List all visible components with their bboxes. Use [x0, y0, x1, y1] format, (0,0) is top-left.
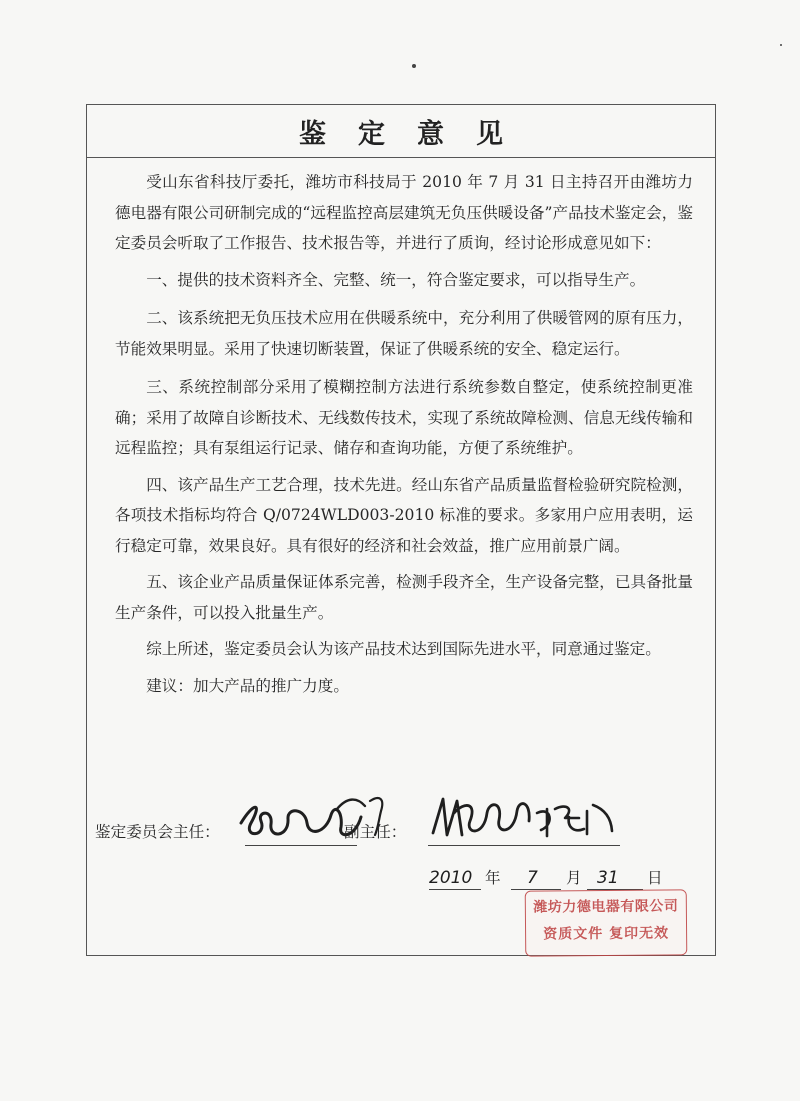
signature-row [95, 817, 705, 857]
document-content [115, 167, 693, 701]
opinion-item-3: 三、系统控制部分采用了模糊控制方法进行系统参数自整定，使系统控制更准确；采用了故障自诊断技术、无线数传技术，实现了系统故障检测、信息无线传输和远程监控；具有泵组运行记录、储存和查询功能，方便了系统维护。 [115, 378, 693, 457]
opinion-item-4: 四、该产品生产工艺合理，技术先进。经山东省产品质量监督检验研究院检测，各项技术指标均符合 Q/0724WLD003-2010 标准的要求。多家用户应用表明，运行稳定可靠，效果良好。具有很好的经济和社会效益，推广应用前景广阔。 [115, 475, 693, 555]
chair-signature-label: 鉴定委员会主任： [95, 823, 220, 841]
title-bar [87, 105, 715, 158]
document-frame [86, 104, 716, 956]
paragraph-gap [115, 295, 693, 303]
paragraph-gap [115, 364, 693, 372]
date-row [429, 863, 689, 893]
date-month: 7 [527, 868, 538, 888]
suggestion-paragraph: 建议：加大产品的推广力度。 [146, 676, 349, 695]
stamp-validity-note: 资质文件 复印无效 [543, 925, 670, 943]
opinion-item-5: 五、该企业产品质量保证体系完善，检测手段齐全，生产设备完整，已具备批量生产条件，可以投入批量生产。 [115, 573, 693, 622]
document-title: 鉴定意见 [299, 118, 535, 150]
opinion-item-1: 一、提供的技术资料齐全、完整、统一，符合鉴定要求，可以指导生产。 [146, 270, 646, 289]
date-year-line [429, 889, 481, 890]
company-stamp [525, 889, 688, 956]
deputy-signature-label: 副主任： [344, 823, 407, 841]
deputy-signature-handwriting [429, 791, 644, 861]
top-dot-mark [412, 64, 416, 68]
stamp-company-name: 潍坊力德电器有限公司 [533, 898, 679, 916]
intro-paragraph: 受山东省科技厅委托，潍坊市科技局于 2010 年 7 月 31 日主持召开由潍坊力德电器有限公司研制完成的“远程监控高层建筑无负压供暖设备”产品技术鉴定会，鉴定委员会听取了工作报告、技术报告等，并进行了质询，经讨论形成意见如下： [115, 173, 693, 252]
side-dot-mark [780, 44, 782, 46]
date-day-unit: 日 [647, 869, 663, 887]
date-month-unit: 月 [566, 869, 582, 887]
date-day: 31 [597, 868, 619, 888]
opinion-item-2: 二、该系统把无负压技术应用在供暖系统中，充分利用了供暖管网的原有压力，节能效果明显。采用了快速切断装置，保证了供暖系统的安全、稳定运行。 [115, 309, 693, 358]
date-year-unit: 年 [485, 869, 501, 887]
date-year: 2010 [429, 868, 473, 888]
conclusion-paragraph: 综上所述，鉴定委员会认为该产品技术达到国际先进水平，同意通过鉴定。 [146, 640, 661, 658]
